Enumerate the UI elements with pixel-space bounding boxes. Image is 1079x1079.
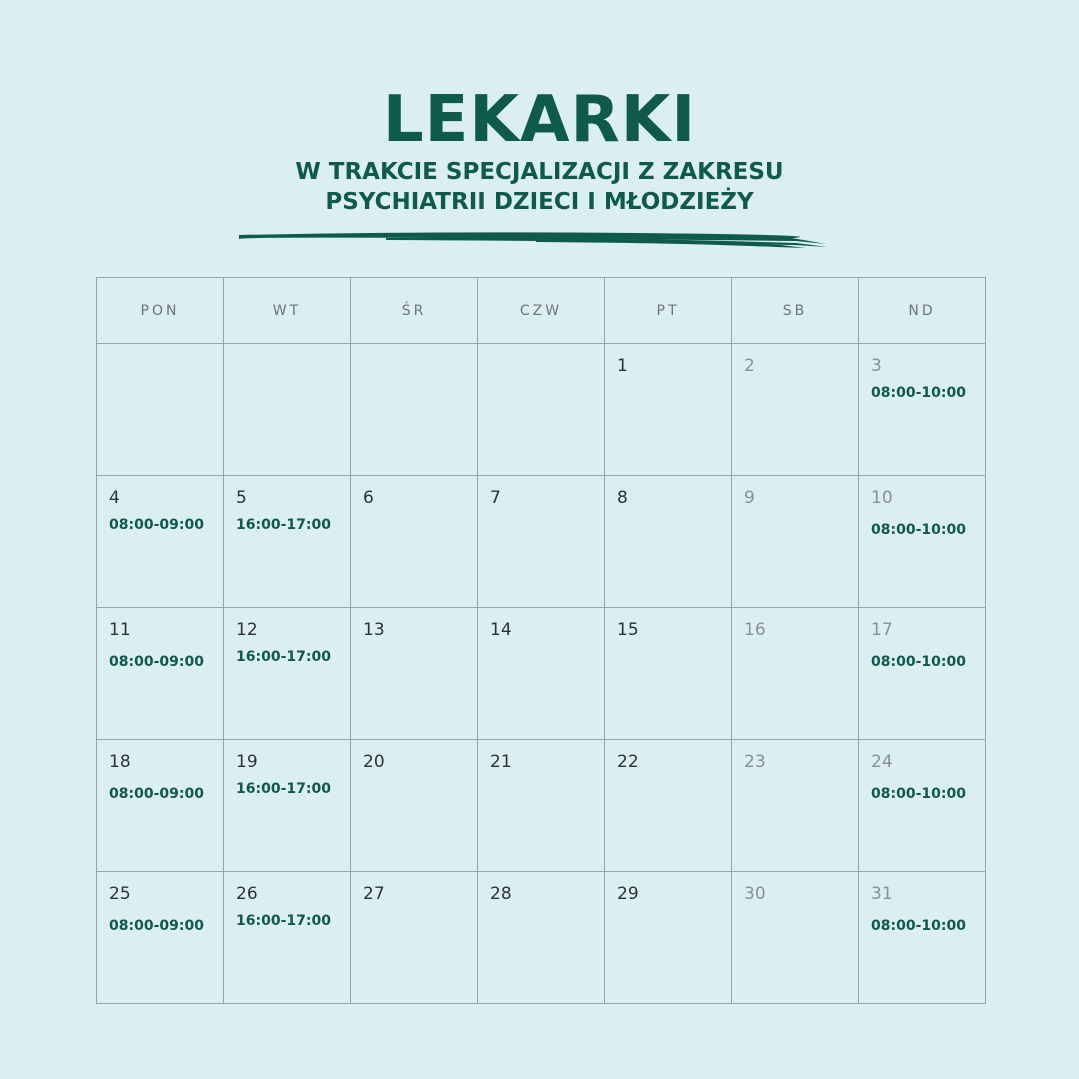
- calendar-day-cell: [732, 872, 859, 1004]
- calendar-day-cell: [224, 608, 351, 740]
- day-number: 23: [744, 752, 766, 772]
- calendar-week-row: [97, 608, 986, 740]
- calendar-day-cell: [732, 344, 859, 476]
- day-number: 11: [109, 620, 131, 640]
- office-hours: 08:00-10:00: [871, 385, 966, 401]
- office-hours: 08:00-10:00: [871, 918, 966, 934]
- calendar-body: [97, 344, 986, 1004]
- day-number: 14: [490, 620, 512, 640]
- calendar-day-cell: [605, 608, 732, 740]
- office-hours: 08:00-09:00: [109, 654, 204, 670]
- office-hours: 08:00-09:00: [109, 918, 204, 934]
- weekday-header: ND: [859, 278, 986, 344]
- day-number: 27: [363, 884, 385, 904]
- office-hours: 16:00-17:00: [236, 517, 331, 533]
- calendar-day-cell: [478, 344, 605, 476]
- day-number: 25: [109, 884, 131, 904]
- weekday-header: ŚR: [351, 278, 478, 344]
- brush-stroke-divider: [236, 226, 832, 252]
- calendar-day-cell: [351, 608, 478, 740]
- day-number: 29: [617, 884, 639, 904]
- calendar-day-cell: [478, 740, 605, 872]
- day-number: 30: [744, 884, 766, 904]
- calendar-day-cell: [351, 344, 478, 476]
- day-number: 20: [363, 752, 385, 772]
- day-number: 7: [490, 488, 501, 508]
- weekday-header: SB: [732, 278, 859, 344]
- calendar-week-row: [97, 872, 986, 1004]
- day-number: 24: [871, 752, 893, 772]
- office-hours: 16:00-17:00: [236, 649, 331, 665]
- day-number: 4: [109, 488, 120, 508]
- weekday-header: WT: [224, 278, 351, 344]
- calendar-day-cell: [351, 740, 478, 872]
- calendar-week-row: [97, 476, 986, 608]
- calendar-day-cell: [859, 740, 986, 872]
- day-number: 26: [236, 884, 258, 904]
- calendar-day-cell: [478, 872, 605, 1004]
- day-number: 1: [617, 356, 628, 376]
- calendar-grid: [96, 277, 986, 1004]
- calendar-day-cell: [605, 740, 732, 872]
- day-number: 5: [236, 488, 247, 508]
- day-number: 6: [363, 488, 374, 508]
- subtitle-line-1: W TRAKCIE SPECJALIZACJI Z ZAKRESU: [295, 159, 784, 185]
- weekday-header: PON: [97, 278, 224, 344]
- day-number: 15: [617, 620, 639, 640]
- office-hours: 08:00-09:00: [109, 517, 204, 533]
- calendar-day-cell: [859, 872, 986, 1004]
- day-number: 3: [871, 356, 882, 376]
- day-number: 18: [109, 752, 131, 772]
- calendar-day-cell: [97, 872, 224, 1004]
- calendar-week-row: [97, 740, 986, 872]
- day-number: 16: [744, 620, 766, 640]
- calendar-day-cell: [224, 740, 351, 872]
- office-hours: 08:00-10:00: [871, 522, 966, 538]
- day-number: 19: [236, 752, 258, 772]
- calendar-day-cell: [97, 740, 224, 872]
- day-number: 17: [871, 620, 893, 640]
- day-number: 22: [617, 752, 639, 772]
- calendar-day-cell: [605, 476, 732, 608]
- calendar-day-cell: [351, 872, 478, 1004]
- calendar-day-cell: [859, 608, 986, 740]
- day-number: 31: [871, 884, 893, 904]
- weekday-header: CZW: [478, 278, 605, 344]
- calendar-week-row: [97, 344, 986, 476]
- calendar-day-cell: [732, 740, 859, 872]
- office-hours: 08:00-09:00: [109, 786, 204, 802]
- calendar-day-cell: [224, 476, 351, 608]
- day-number: 12: [236, 620, 258, 640]
- calendar-day-cell: [97, 608, 224, 740]
- calendar-day-cell: [97, 344, 224, 476]
- day-number: 13: [363, 620, 385, 640]
- day-number: 21: [490, 752, 512, 772]
- office-hours: 08:00-10:00: [871, 654, 966, 670]
- office-hours: 16:00-17:00: [236, 913, 331, 929]
- office-hours: 16:00-17:00: [236, 781, 331, 797]
- page-subtitle: [0, 157, 1079, 217]
- calendar-day-cell: [732, 608, 859, 740]
- day-number: 2: [744, 356, 755, 376]
- day-number: 8: [617, 488, 628, 508]
- weekday-header: PT: [605, 278, 732, 344]
- calendar-day-cell: [605, 872, 732, 1004]
- calendar-day-cell: [605, 344, 732, 476]
- page-title: LEKARKI: [382, 83, 697, 157]
- calendar-day-cell: [224, 344, 351, 476]
- subtitle-line-2: PSYCHIATRII DZIECI I MŁODZIEŻY: [325, 189, 754, 215]
- calendar-day-cell: [478, 608, 605, 740]
- day-number: 28: [490, 884, 512, 904]
- calendar-day-cell: [351, 476, 478, 608]
- calendar-day-cell: [97, 476, 224, 608]
- calendar-day-cell: [859, 344, 986, 476]
- calendar-day-cell: [859, 476, 986, 608]
- calendar-day-cell: [732, 476, 859, 608]
- calendar-day-cell: [224, 872, 351, 1004]
- weekday-header-row: [97, 278, 986, 344]
- calendar-day-cell: [478, 476, 605, 608]
- office-hours: 08:00-10:00: [871, 786, 966, 802]
- day-number: 9: [744, 488, 755, 508]
- day-number: 10: [871, 488, 893, 508]
